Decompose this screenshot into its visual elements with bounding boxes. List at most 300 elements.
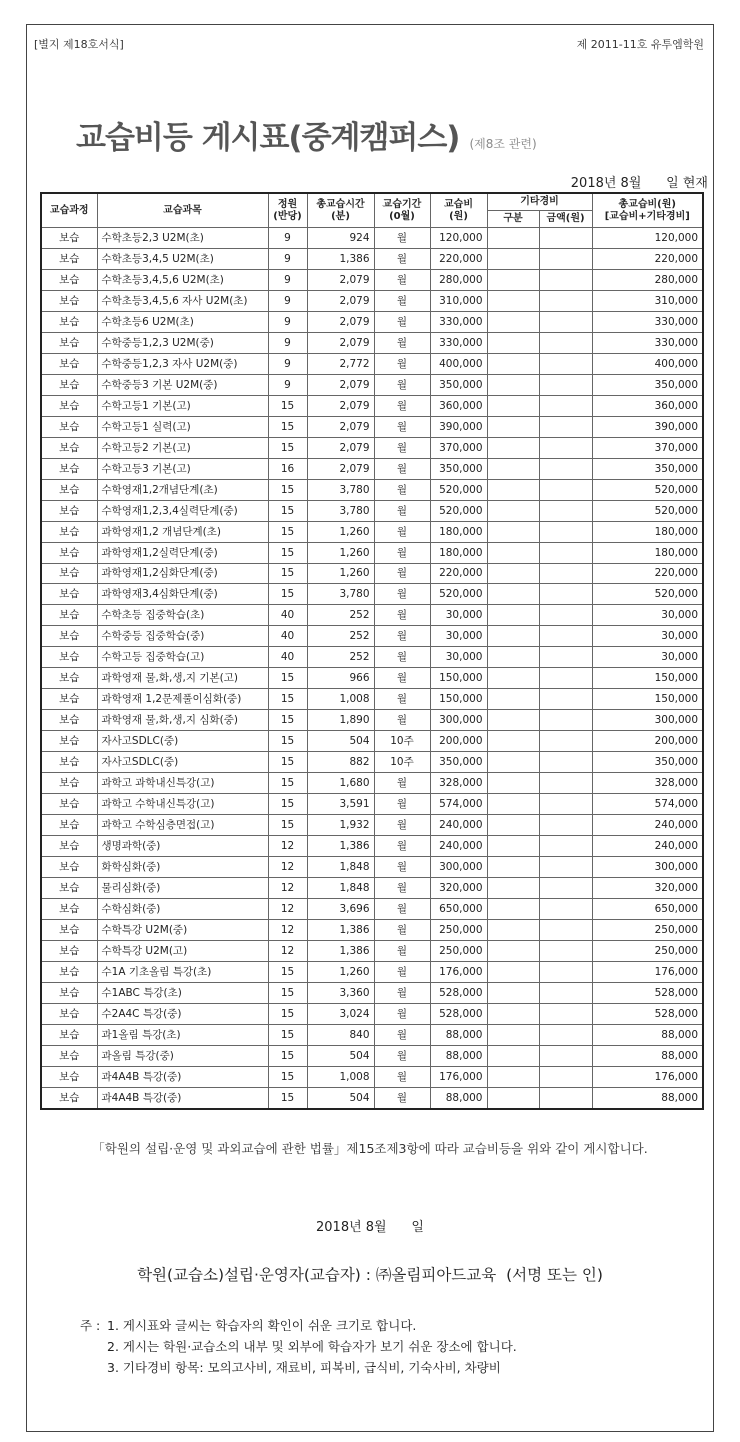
table-row — [41, 521, 703, 542]
cell-fee: 180,000 — [430, 542, 487, 563]
cell-hours: 1,386 — [307, 248, 374, 269]
cell-other-amount — [539, 919, 592, 940]
cell-subject: 수1ABC 특강(초) — [97, 982, 268, 1003]
cell-course: 보습 — [41, 815, 97, 836]
cell-subject: 과학영재3,4심화단계(중) — [97, 584, 268, 605]
cell-period: 10주 — [374, 731, 430, 752]
cell-other-amount — [539, 374, 592, 395]
cell-course: 보습 — [41, 500, 97, 521]
cell-period: 월 — [374, 647, 430, 668]
cell-other-type — [487, 794, 539, 815]
cell-capacity: 15 — [268, 1087, 307, 1108]
cell-period: 월 — [374, 248, 430, 269]
cell-hours: 2,079 — [307, 332, 374, 353]
table-row — [41, 248, 703, 269]
cell-fee: 520,000 — [430, 500, 487, 521]
cell-hours: 3,780 — [307, 500, 374, 521]
cell-total: 520,000 — [592, 500, 703, 521]
cell-other-amount — [539, 899, 592, 920]
cell-other-amount — [539, 228, 592, 249]
cell-period: 월 — [374, 689, 430, 710]
cell-capacity: 15 — [268, 584, 307, 605]
cell-capacity: 15 — [268, 1066, 307, 1087]
cell-period: 월 — [374, 521, 430, 542]
cell-period: 월 — [374, 773, 430, 794]
cell-fee: 88,000 — [430, 1024, 487, 1045]
table-row — [41, 332, 703, 353]
cell-fee: 574,000 — [430, 794, 487, 815]
cell-capacity: 9 — [268, 353, 307, 374]
cell-capacity: 15 — [268, 1003, 307, 1024]
cell-other-type — [487, 961, 539, 982]
table-row — [41, 940, 703, 961]
cell-course: 보습 — [41, 1087, 97, 1108]
cell-capacity: 40 — [268, 647, 307, 668]
cell-period: 월 — [374, 353, 430, 374]
header-fee: 교습비 (원) — [430, 193, 487, 228]
cell-course: 보습 — [41, 940, 97, 961]
cell-other-amount — [539, 1003, 592, 1024]
table-row — [41, 982, 703, 1003]
table-row — [41, 794, 703, 815]
cell-period: 월 — [374, 437, 430, 458]
cell-fee: 390,000 — [430, 416, 487, 437]
cell-other-type — [487, 710, 539, 731]
cell-total: 250,000 — [592, 919, 703, 940]
cell-course: 보습 — [41, 1066, 97, 1087]
cell-other-type — [487, 689, 539, 710]
cell-subject: 수1A 기초올림 특강(초) — [97, 961, 268, 982]
cell-hours: 2,079 — [307, 458, 374, 479]
cell-other-amount — [539, 479, 592, 500]
cell-subject: 수학중등1,2,3 U2M(중) — [97, 332, 268, 353]
table-row — [41, 395, 703, 416]
cell-other-type — [487, 857, 539, 878]
cell-total: 370,000 — [592, 437, 703, 458]
cell-other-type — [487, 269, 539, 290]
cell-other-amount — [539, 982, 592, 1003]
cell-hours: 1,008 — [307, 689, 374, 710]
title-reference: (제8조 관련) — [469, 137, 537, 151]
cell-period: 월 — [374, 1003, 430, 1024]
cell-other-type — [487, 311, 539, 332]
cell-subject: 수학고등3 기본(고) — [97, 458, 268, 479]
form-tag: [별지 제18호서식] — [34, 38, 124, 51]
cell-subject: 과학영재 물,화,생,지 기본(고) — [97, 668, 268, 689]
cell-course: 보습 — [41, 857, 97, 878]
cell-hours: 1,260 — [307, 961, 374, 982]
cell-total: 88,000 — [592, 1087, 703, 1108]
cell-capacity: 9 — [268, 374, 307, 395]
cell-period: 월 — [374, 332, 430, 353]
cell-other-type — [487, 395, 539, 416]
cell-subject: 수학심화(중) — [97, 899, 268, 920]
cell-other-type — [487, 1066, 539, 1087]
cell-fee: 528,000 — [430, 1003, 487, 1024]
cell-fee: 650,000 — [430, 899, 487, 920]
cell-fee: 220,000 — [430, 248, 487, 269]
table-row — [41, 899, 703, 920]
header-course: 교습과정 — [41, 193, 97, 228]
cell-other-type — [487, 500, 539, 521]
cell-total: 350,000 — [592, 458, 703, 479]
cell-subject: 수학초등3,4,5,6 자사 U2M(초) — [97, 290, 268, 311]
cell-capacity: 15 — [268, 542, 307, 563]
cell-period: 월 — [374, 668, 430, 689]
cell-other-amount — [539, 563, 592, 584]
cell-hours: 2,079 — [307, 395, 374, 416]
header-other-amount: 금액(원) — [539, 211, 592, 228]
cell-course: 보습 — [41, 584, 97, 605]
cell-course: 보습 — [41, 794, 97, 815]
cell-period: 월 — [374, 940, 430, 961]
cell-course: 보습 — [41, 878, 97, 899]
table-row — [41, 290, 703, 311]
header-period: 교습기간 (0월) — [374, 193, 430, 228]
cell-fee: 88,000 — [430, 1045, 487, 1066]
cell-other-amount — [539, 668, 592, 689]
cell-course: 보습 — [41, 353, 97, 374]
cell-other-type — [487, 479, 539, 500]
cell-course: 보습 — [41, 626, 97, 647]
cell-capacity: 15 — [268, 479, 307, 500]
table-row — [41, 311, 703, 332]
cell-total: 240,000 — [592, 815, 703, 836]
cell-total: 300,000 — [592, 857, 703, 878]
cell-other-type — [487, 668, 539, 689]
table-row — [41, 479, 703, 500]
cell-fee: 300,000 — [430, 710, 487, 731]
cell-capacity: 15 — [268, 961, 307, 982]
cell-fee: 220,000 — [430, 563, 487, 584]
cell-other-amount — [539, 857, 592, 878]
cell-total: 88,000 — [592, 1024, 703, 1045]
page-title: 교습비등 게시표(중계캠퍼스) — [76, 120, 460, 156]
cell-period: 월 — [374, 500, 430, 521]
table-row — [41, 773, 703, 794]
cell-total: 350,000 — [592, 752, 703, 773]
cell-capacity: 9 — [268, 332, 307, 353]
cell-other-type — [487, 228, 539, 249]
table-row — [41, 1024, 703, 1045]
cell-period: 월 — [374, 605, 430, 626]
cell-other-type — [487, 773, 539, 794]
table-row — [41, 584, 703, 605]
cell-course: 보습 — [41, 752, 97, 773]
cell-other-type — [487, 374, 539, 395]
cell-total: 320,000 — [592, 878, 703, 899]
cell-total: 528,000 — [592, 982, 703, 1003]
cell-other-amount — [539, 878, 592, 899]
cell-hours: 1,008 — [307, 1066, 374, 1087]
cell-hours: 1,848 — [307, 878, 374, 899]
cell-other-amount — [539, 710, 592, 731]
cell-fee: 330,000 — [430, 311, 487, 332]
cell-course: 보습 — [41, 1024, 97, 1045]
cell-other-type — [487, 1003, 539, 1024]
fee-table — [40, 192, 704, 1110]
cell-course: 보습 — [41, 437, 97, 458]
cell-fee: 520,000 — [430, 479, 487, 500]
cell-other-amount — [539, 605, 592, 626]
cell-other-type — [487, 836, 539, 857]
cell-other-type — [487, 605, 539, 626]
cell-fee: 350,000 — [430, 374, 487, 395]
header-hours: 총교습시간 (분) — [307, 193, 374, 228]
table-row — [41, 836, 703, 857]
cell-other-amount — [539, 940, 592, 961]
header-other-type: 구분 — [487, 211, 539, 228]
cell-subject: 물리심화(중) — [97, 878, 268, 899]
note-item: 2. 게시는 학원·교습소의 내부 및 외부에 학습자가 보기 쉬운 장소에 합니다. — [107, 1338, 517, 1354]
table-row — [41, 458, 703, 479]
cell-course: 보습 — [41, 710, 97, 731]
cell-total: 650,000 — [592, 899, 703, 920]
cell-total: 328,000 — [592, 773, 703, 794]
cell-course: 보습 — [41, 416, 97, 437]
cell-hours: 3,780 — [307, 584, 374, 605]
cell-capacity: 15 — [268, 689, 307, 710]
cell-fee: 30,000 — [430, 626, 487, 647]
cell-other-amount — [539, 1045, 592, 1066]
table-row — [41, 878, 703, 899]
cell-other-amount — [539, 773, 592, 794]
table-row — [41, 1087, 703, 1108]
cell-period: 월 — [374, 1045, 430, 1066]
cell-capacity: 9 — [268, 228, 307, 249]
cell-other-amount — [539, 584, 592, 605]
cell-capacity: 9 — [268, 290, 307, 311]
signature-date: 2018년 8월 일 — [316, 1220, 424, 1235]
fee-table-body — [41, 228, 703, 1109]
cell-capacity: 15 — [268, 982, 307, 1003]
cell-capacity: 9 — [268, 269, 307, 290]
cell-subject: 수학중등 집중학습(중) — [97, 626, 268, 647]
table-row — [41, 668, 703, 689]
cell-hours: 252 — [307, 626, 374, 647]
cell-other-type — [487, 437, 539, 458]
cell-course: 보습 — [41, 521, 97, 542]
cell-total: 180,000 — [592, 542, 703, 563]
cell-fee: 400,000 — [430, 353, 487, 374]
cell-total: 150,000 — [592, 689, 703, 710]
cell-hours: 2,772 — [307, 353, 374, 374]
cell-subject: 과학영재1,2실력단계(중) — [97, 542, 268, 563]
cell-total: 520,000 — [592, 584, 703, 605]
cell-hours: 252 — [307, 647, 374, 668]
cell-subject: 수학중등3 기본 U2M(중) — [97, 374, 268, 395]
cell-hours: 1,386 — [307, 940, 374, 961]
cell-capacity: 16 — [268, 458, 307, 479]
table-row — [41, 961, 703, 982]
table-row — [41, 647, 703, 668]
cell-course: 보습 — [41, 228, 97, 249]
cell-subject: 수학초등 집중학습(초) — [97, 605, 268, 626]
table-row — [41, 353, 703, 374]
cell-other-type — [487, 1045, 539, 1066]
cell-capacity: 15 — [268, 794, 307, 815]
cell-course: 보습 — [41, 731, 97, 752]
cell-capacity: 15 — [268, 773, 307, 794]
table-row — [41, 752, 703, 773]
cell-subject: 과학고 수학내신특강(고) — [97, 794, 268, 815]
cell-fee: 200,000 — [430, 731, 487, 752]
cell-period: 월 — [374, 269, 430, 290]
cell-other-type — [487, 353, 539, 374]
cell-other-amount — [539, 437, 592, 458]
table-row — [41, 228, 703, 249]
notes-block — [80, 1314, 517, 1377]
cell-period: 월 — [374, 374, 430, 395]
cell-course: 보습 — [41, 773, 97, 794]
cell-subject: 수학고등 집중학습(고) — [97, 647, 268, 668]
header-other-expenses: 기타경비 — [487, 193, 592, 211]
cell-capacity: 12 — [268, 919, 307, 940]
cell-fee: 250,000 — [430, 940, 487, 961]
cell-total: 330,000 — [592, 311, 703, 332]
cell-hours: 2,079 — [307, 437, 374, 458]
cell-course: 보습 — [41, 982, 97, 1003]
cell-other-amount — [539, 542, 592, 563]
cell-other-amount — [539, 647, 592, 668]
cell-subject: 수학특강 U2M(고) — [97, 940, 268, 961]
cell-capacity: 12 — [268, 836, 307, 857]
cell-period: 10주 — [374, 752, 430, 773]
cell-period: 월 — [374, 794, 430, 815]
cell-total: 120,000 — [592, 228, 703, 249]
cell-period: 월 — [374, 416, 430, 437]
cell-total: 220,000 — [592, 563, 703, 584]
cell-fee: 300,000 — [430, 857, 487, 878]
cell-fee: 88,000 — [430, 1087, 487, 1108]
cell-capacity: 15 — [268, 500, 307, 521]
cell-other-type — [487, 416, 539, 437]
cell-hours: 1,260 — [307, 563, 374, 584]
cell-other-amount — [539, 353, 592, 374]
cell-period: 월 — [374, 961, 430, 982]
cell-hours: 1,386 — [307, 919, 374, 940]
cell-subject: 수학초등3,4,5,6 U2M(초) — [97, 269, 268, 290]
cell-period: 월 — [374, 1066, 430, 1087]
cell-course: 보습 — [41, 374, 97, 395]
cell-hours: 2,079 — [307, 374, 374, 395]
cell-capacity: 15 — [268, 1024, 307, 1045]
cell-other-type — [487, 752, 539, 773]
cell-other-type — [487, 647, 539, 668]
cell-hours: 3,780 — [307, 479, 374, 500]
cell-capacity: 12 — [268, 857, 307, 878]
table-row — [41, 1066, 703, 1087]
cell-period: 월 — [374, 919, 430, 940]
cell-subject: 수학영재1,2,3,4실력단계(중) — [97, 500, 268, 521]
cell-period: 월 — [374, 395, 430, 416]
cell-period: 월 — [374, 458, 430, 479]
cell-hours: 2,079 — [307, 416, 374, 437]
cell-period: 월 — [374, 1087, 430, 1108]
cell-fee: 520,000 — [430, 584, 487, 605]
cell-total: 360,000 — [592, 395, 703, 416]
cell-subject: 과학고 수학심층면접(고) — [97, 815, 268, 836]
cell-period: 월 — [374, 584, 430, 605]
header-subject: 교습과목 — [97, 193, 268, 228]
cell-hours: 1,890 — [307, 710, 374, 731]
cell-other-type — [487, 899, 539, 920]
cell-total: 300,000 — [592, 710, 703, 731]
cell-subject: 생명과학(중) — [97, 836, 268, 857]
cell-capacity: 12 — [268, 899, 307, 920]
cell-hours: 882 — [307, 752, 374, 773]
cell-subject: 과4A4B 특강(중) — [97, 1087, 268, 1108]
cell-hours: 1,848 — [307, 857, 374, 878]
cell-capacity: 9 — [268, 248, 307, 269]
cell-fee: 360,000 — [430, 395, 487, 416]
table-row — [41, 563, 703, 584]
cell-other-type — [487, 563, 539, 584]
cell-course: 보습 — [41, 919, 97, 940]
cell-total: 30,000 — [592, 626, 703, 647]
cell-fee: 250,000 — [430, 919, 487, 940]
cell-course: 보습 — [41, 311, 97, 332]
cell-subject: 과1올림 특강(초) — [97, 1024, 268, 1045]
table-row — [41, 437, 703, 458]
table-row — [41, 919, 703, 940]
cell-period: 월 — [374, 1024, 430, 1045]
cell-subject: 과4A4B 특강(중) — [97, 1066, 268, 1087]
cell-other-amount — [539, 332, 592, 353]
cell-capacity: 12 — [268, 940, 307, 961]
cell-hours: 2,079 — [307, 290, 374, 311]
cell-fee: 30,000 — [430, 647, 487, 668]
cell-total: 88,000 — [592, 1045, 703, 1066]
cell-course: 보습 — [41, 647, 97, 668]
as-of-date: 2018년 8월 일 현재 — [570, 176, 708, 191]
cell-other-type — [487, 1087, 539, 1108]
cell-course: 보습 — [41, 605, 97, 626]
cell-other-amount — [539, 500, 592, 521]
cell-subject: 수학고등2 기본(고) — [97, 437, 268, 458]
legal-statement: 「학원의 설립·운영 및 과외교습에 관한 법률」제15조제3항에 따라 교습비등을 위와 같이 게시합니다. — [92, 1141, 648, 1156]
table-row — [41, 542, 703, 563]
cell-subject: 과학고 과학내신특강(고) — [97, 773, 268, 794]
cell-other-amount — [539, 311, 592, 332]
cell-period: 월 — [374, 857, 430, 878]
cell-period: 월 — [374, 290, 430, 311]
cell-other-amount — [539, 269, 592, 290]
cell-other-type — [487, 290, 539, 311]
cell-other-amount — [539, 794, 592, 815]
table-row — [41, 269, 703, 290]
cell-hours: 1,386 — [307, 836, 374, 857]
cell-capacity: 12 — [268, 878, 307, 899]
cell-hours: 252 — [307, 605, 374, 626]
cell-other-amount — [539, 815, 592, 836]
cell-fee: 120,000 — [430, 228, 487, 249]
cell-hours: 3,024 — [307, 1003, 374, 1024]
cell-total: 220,000 — [592, 248, 703, 269]
cell-total: 150,000 — [592, 668, 703, 689]
table-row — [41, 416, 703, 437]
cell-subject: 자사고SDLC(중) — [97, 731, 268, 752]
cell-total: 30,000 — [592, 647, 703, 668]
cell-period: 월 — [374, 836, 430, 857]
operator-line: 학원(교습소)설립·운영자(교습자) : ㈜올림피아드교육 (서명 또는 인) — [137, 1266, 603, 1284]
table-row — [41, 731, 703, 752]
cell-period: 월 — [374, 311, 430, 332]
cell-other-amount — [539, 458, 592, 479]
cell-fee: 528,000 — [430, 982, 487, 1003]
cell-total: 240,000 — [592, 836, 703, 857]
cell-fee: 350,000 — [430, 752, 487, 773]
